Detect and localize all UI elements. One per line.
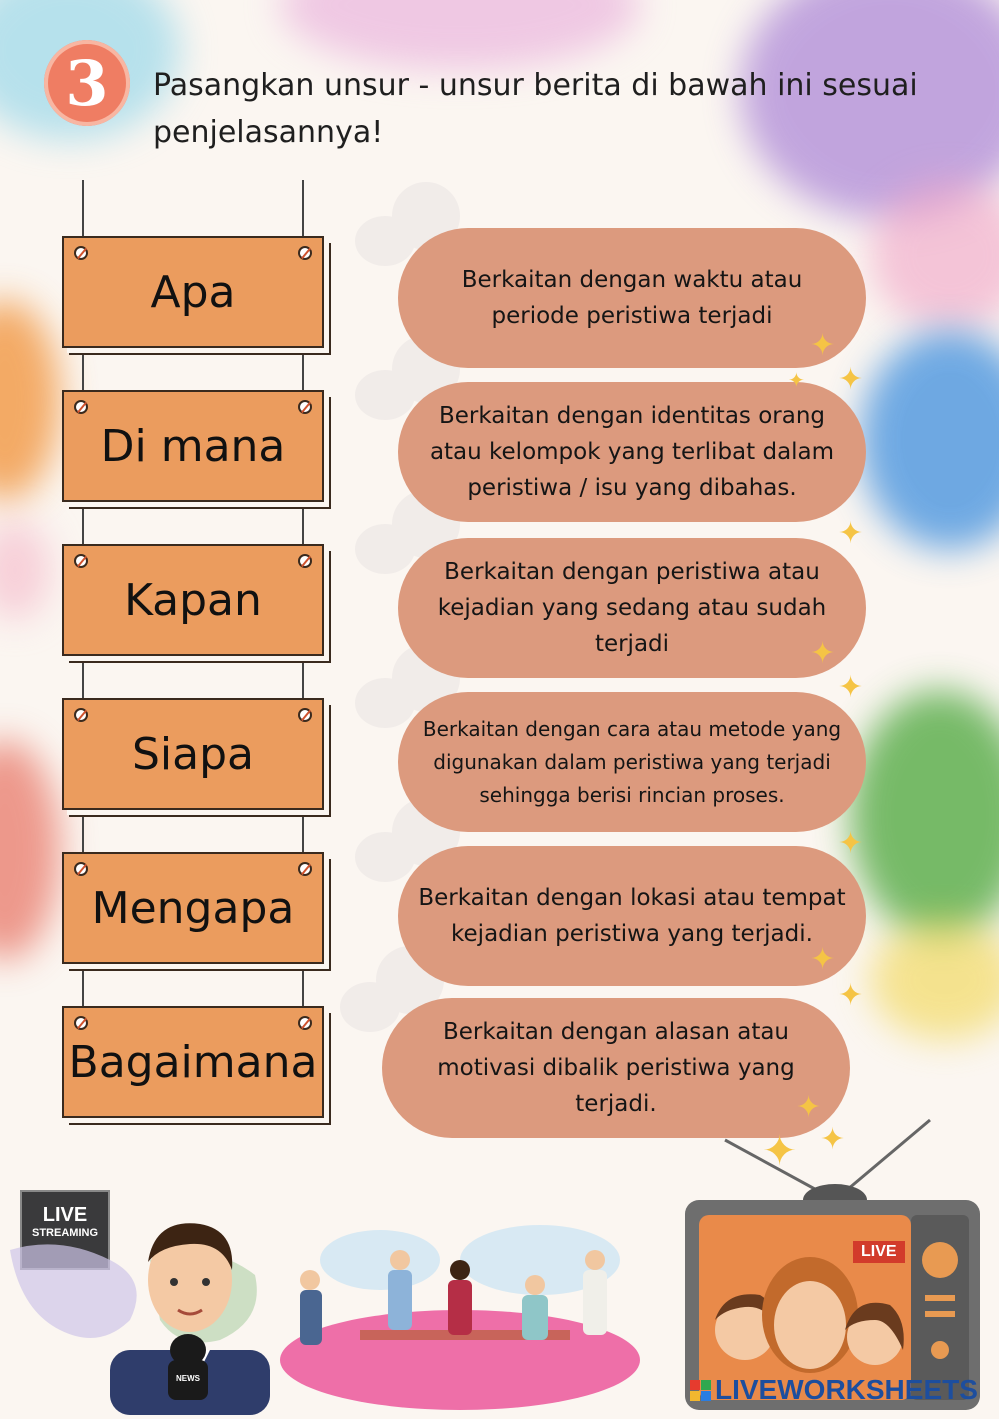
description-text: Berkaitan dengan peristiwa atau kejadian yang sedang atau sudah terjadi: [437, 559, 827, 657]
sparkle-icon: ✦: [762, 1126, 798, 1175]
pin-icon: [74, 400, 88, 414]
cloud-decoration: [340, 982, 400, 1032]
element-card-kapan[interactable]: [62, 544, 324, 656]
element-card-siapa[interactable]: [62, 698, 324, 810]
instruction-text: Pasangkan unsur - unsur berita di bawah ini sesuai penjelasannya!: [153, 68, 918, 150]
sparkle-icon: ✦: [788, 368, 805, 392]
cloud-decoration: [355, 678, 415, 728]
cloud-decoration: [355, 216, 415, 266]
watercolor-blob-top: [280, 0, 640, 70]
live-badge-bottom: STREAMING: [32, 1227, 98, 1239]
pin-icon: [74, 862, 88, 876]
watercolor-blob-right-yellow: [870, 920, 999, 1040]
element-card-di-mana[interactable]: [62, 390, 324, 502]
sparkle-icon: ✦: [820, 1122, 846, 1157]
pin-icon: [74, 708, 88, 722]
description-text: Berkaitan dengan lokasi atau tempat kejadian peristiwa yang terjadi.: [418, 885, 846, 947]
description-text: Berkaitan dengan identitas orang atau kelompok yang terlibat dalam peristiwa / isu yang dibahas.: [429, 403, 835, 501]
element-card-mengapa[interactable]: [62, 852, 324, 964]
description-bubble-1[interactable]: [398, 228, 866, 368]
element-label: Di mana: [100, 420, 286, 472]
element-card-bagaimana[interactable]: [62, 1006, 324, 1118]
exercise-number: 3: [65, 46, 109, 120]
sparkle-icon: ✦: [838, 516, 864, 551]
news-reporter-illustration: [110, 1210, 270, 1415]
sparkle-icon: ✦: [810, 328, 836, 363]
pin-icon: [298, 246, 312, 260]
pin-icon: [298, 862, 312, 876]
description-bubble-3[interactable]: [398, 538, 866, 678]
sparkle-icon: ✦: [810, 942, 836, 977]
tv-live-badge: LIVE: [853, 1241, 905, 1263]
sparkle-icon: ✦: [810, 636, 836, 671]
pin-icon: [74, 554, 88, 568]
news-mic-label: NEWS: [176, 1374, 200, 1383]
element-label: Mengapa: [91, 882, 295, 934]
watercolor-blob-right-green: [850, 690, 999, 940]
description-bubble-5[interactable]: [398, 846, 866, 986]
sparkle-icon: ✦: [838, 978, 864, 1013]
description-text: Berkaitan dengan waktu atau periode peristiwa terjadi: [461, 267, 803, 329]
sparkle-icon: ✦: [838, 362, 864, 397]
team-meeting-illustration: [270, 1220, 650, 1410]
pin-icon: [74, 246, 88, 260]
cloud-decoration: [355, 832, 415, 882]
description-text: Berkaitan dengan cara atau metode yang digunakan dalam peristiwa yang terjadi sehingga berisi rincian proses.: [422, 716, 842, 807]
pin-icon: [298, 1016, 312, 1030]
description-text: Berkaitan dengan alasan atau motivasi dibalik peristiwa yang terjadi.: [437, 1019, 795, 1117]
element-card-apa[interactable]: [62, 236, 324, 348]
sparkle-icon: ✦: [838, 670, 864, 705]
cloud-decoration: [355, 370, 415, 420]
element-label: Siapa: [131, 728, 254, 780]
watermark-text: LIVEWORKSHEETS: [715, 1374, 978, 1405]
description-bubble-4[interactable]: [398, 692, 866, 832]
exercise-number-badge: [44, 40, 130, 126]
pin-icon: [298, 554, 312, 568]
tv-live-illustration: [685, 1115, 985, 1410]
watercolor-blob-right-blue: [860, 330, 999, 550]
element-label: Apa: [150, 266, 236, 318]
watermark: [690, 1374, 978, 1406]
live-badge-top: LIVE: [42, 1204, 88, 1226]
element-label: Kapan: [124, 574, 262, 626]
cloud-decoration: [355, 524, 415, 574]
element-label: Bagaimana: [68, 1036, 318, 1088]
watercolor-blob-left-orange: [0, 300, 60, 500]
liveworksheets-logo-icon: [690, 1380, 711, 1401]
watercolor-blob-left-pink: [0, 520, 50, 620]
description-bubble-2[interactable]: [398, 382, 866, 522]
pin-icon: [298, 708, 312, 722]
sparkle-icon: ✦: [838, 826, 864, 861]
pin-icon: [74, 1016, 88, 1030]
pin-icon: [298, 400, 312, 414]
watercolor-blob-left-red: [0, 740, 60, 960]
sparkle-icon: ✦: [796, 1090, 822, 1125]
